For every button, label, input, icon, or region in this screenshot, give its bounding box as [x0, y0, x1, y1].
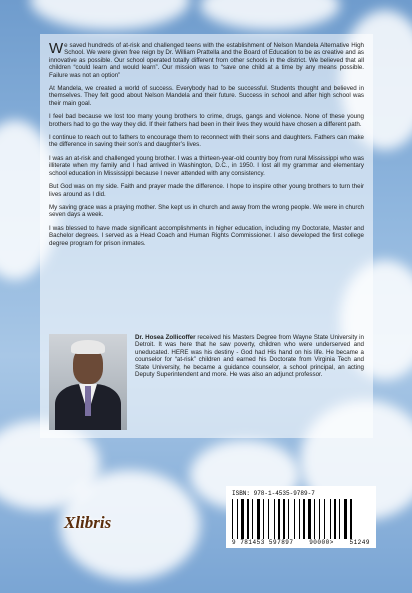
- barcode-bar: [306, 499, 307, 539]
- author-name: Dr. Hosea Zollicoffer: [135, 334, 196, 341]
- author-photo: [49, 334, 127, 430]
- barcode-bar: [239, 499, 240, 539]
- barcode-price-code: 90000>: [309, 539, 334, 546]
- barcode-bar: [326, 499, 329, 539]
- paragraph-1: [49, 42, 364, 79]
- barcode-bar: [283, 499, 285, 539]
- barcode-bar: [341, 499, 343, 539]
- paragraph-7: My saving grace was a praying mother. She kept us in church and away from the wrong people. We were in church seven days a week.: [49, 203, 364, 219]
- barcode-bar: [324, 499, 325, 539]
- barcode-bar: [312, 499, 313, 539]
- barcode-bar: [234, 499, 236, 539]
- text-panel: [40, 34, 373, 438]
- barcode-bar: [334, 499, 336, 539]
- barcode-bar: [250, 499, 251, 539]
- barcode-bar: [276, 499, 277, 539]
- barcode-bars: [232, 499, 370, 539]
- author-bio-text: [135, 334, 364, 378]
- barcode-bar: [330, 499, 331, 539]
- barcode-bar: [296, 499, 298, 539]
- barcode-bar: [261, 499, 262, 539]
- barcode-bar: [308, 499, 311, 539]
- barcode-bar: [321, 499, 323, 539]
- isbn-label: ISBN: 978-1-4535-9789-7: [232, 490, 315, 497]
- barcode-bar: [237, 499, 238, 539]
- paragraph-text: e saved hundreds of at-risk and challenged teens with the establishment of Nelson Mandela Alternative High School. We were given free reign by Dr. William Prattella and the Board of Education to be as creative and as innovative as possible. Our school operated totally different from other schools in the district. We believed that all children “could learn and would learn”. Our mission was to “save one child at a time by any means possible. Failure was not an option”: [49, 42, 364, 79]
- barcode-bar: [254, 499, 256, 539]
- barcode-bar: [288, 499, 289, 539]
- barcode-bar: [348, 499, 349, 539]
- barcode-bar: [303, 499, 305, 539]
- barcode-bar: [316, 499, 318, 539]
- bio-text: received his Masters Degree from Wayne State University in Detroit. It was here that he saw poverty, children who were underserved and uneducated. HERE was his destiny - God had His hand on his life. He became a counselor for “at-risk” children and earned his Doctorate from Virginia Tech and State University, he became a guidance counselor, a school principal, an acting Deputy Superintendent and more. He was also an adjunct professor.: [135, 334, 364, 379]
- drop-cap: W: [49, 40, 64, 57]
- barcode-bar: [299, 499, 300, 539]
- paragraph-6: But God was on my side. Faith and prayer made the difference. I hope to inspire other young brothers to turn their lives around as I did.: [49, 183, 364, 198]
- barcode-bar: [270, 499, 273, 539]
- barcode-digits-right: 51249: [349, 539, 370, 546]
- barcode-bar: [319, 499, 320, 539]
- barcode-bar: [290, 499, 293, 539]
- barcode-bar: [263, 499, 264, 539]
- barcode-bar: [294, 499, 295, 539]
- paragraph-5: I was an at-risk and challenged young brother. I was a thirteen-year-old country boy from rural Mississippi who was illiterate when my family and I had arrived in Washington, D.C., in 1950. I lost all my grammar and elementary school education in Mississippi because I never attended with any consistency.: [49, 154, 364, 177]
- barcode-bar: [337, 499, 338, 539]
- barcode-bar: [268, 499, 269, 539]
- barcode-bar: [274, 499, 275, 539]
- barcode-bar: [265, 499, 267, 539]
- cloud-decoration: [30, 0, 190, 30]
- barcode-bar: [332, 499, 333, 539]
- barcode-bar: [252, 499, 253, 539]
- barcode-bar: [241, 499, 244, 539]
- paragraph-4: I continue to reach out to fathers to encourage them to reconnect with their sons and daughters. Fathers can make the difference in saving their son’s and daughter’s lives.: [49, 134, 364, 149]
- barcode-bar: [339, 499, 340, 539]
- publisher-logo: Xlibris: [64, 513, 112, 532]
- barcode-bar: [257, 499, 260, 539]
- paragraph-8: I was blessed to have made significant accomplishments in higher education, including my Doctorate, Master and Bachelor degrees. I served as a Head Coach and Human Rights Commissioner. I also developed the first college degree program for prison inmates.: [49, 224, 364, 247]
- paragraph-2: At Mandela, we created a world of success. Everybody had to be successful. Students thought and believed in themselves. They felt good about Nelson Mandela and their future. Success in school and after high school was their main goal.: [49, 85, 364, 107]
- barcode-bar: [278, 499, 280, 539]
- barcode-bar: [232, 499, 233, 539]
- isbn-barcode: [226, 486, 376, 548]
- cloud-decoration: [200, 0, 340, 30]
- barcode-bar: [301, 499, 302, 539]
- barcode-bar: [247, 499, 249, 539]
- barcode-bar: [344, 499, 347, 539]
- barcode-bar: [314, 499, 315, 539]
- barcode-bar: [286, 499, 287, 539]
- paragraph-3: I feel bad because we lost too many young brothers to crime, drugs, gangs and violence. None of these young brothers had to go the way they did. If their fathers had been in their lives they would have chosen a different path.: [49, 113, 364, 128]
- barcode-bar: [281, 499, 282, 539]
- barcode-bar: [353, 499, 354, 539]
- barcode-bar: [245, 499, 246, 539]
- barcode-digits-left: 9 781453 597897: [232, 539, 294, 546]
- barcode-bar: [350, 499, 352, 539]
